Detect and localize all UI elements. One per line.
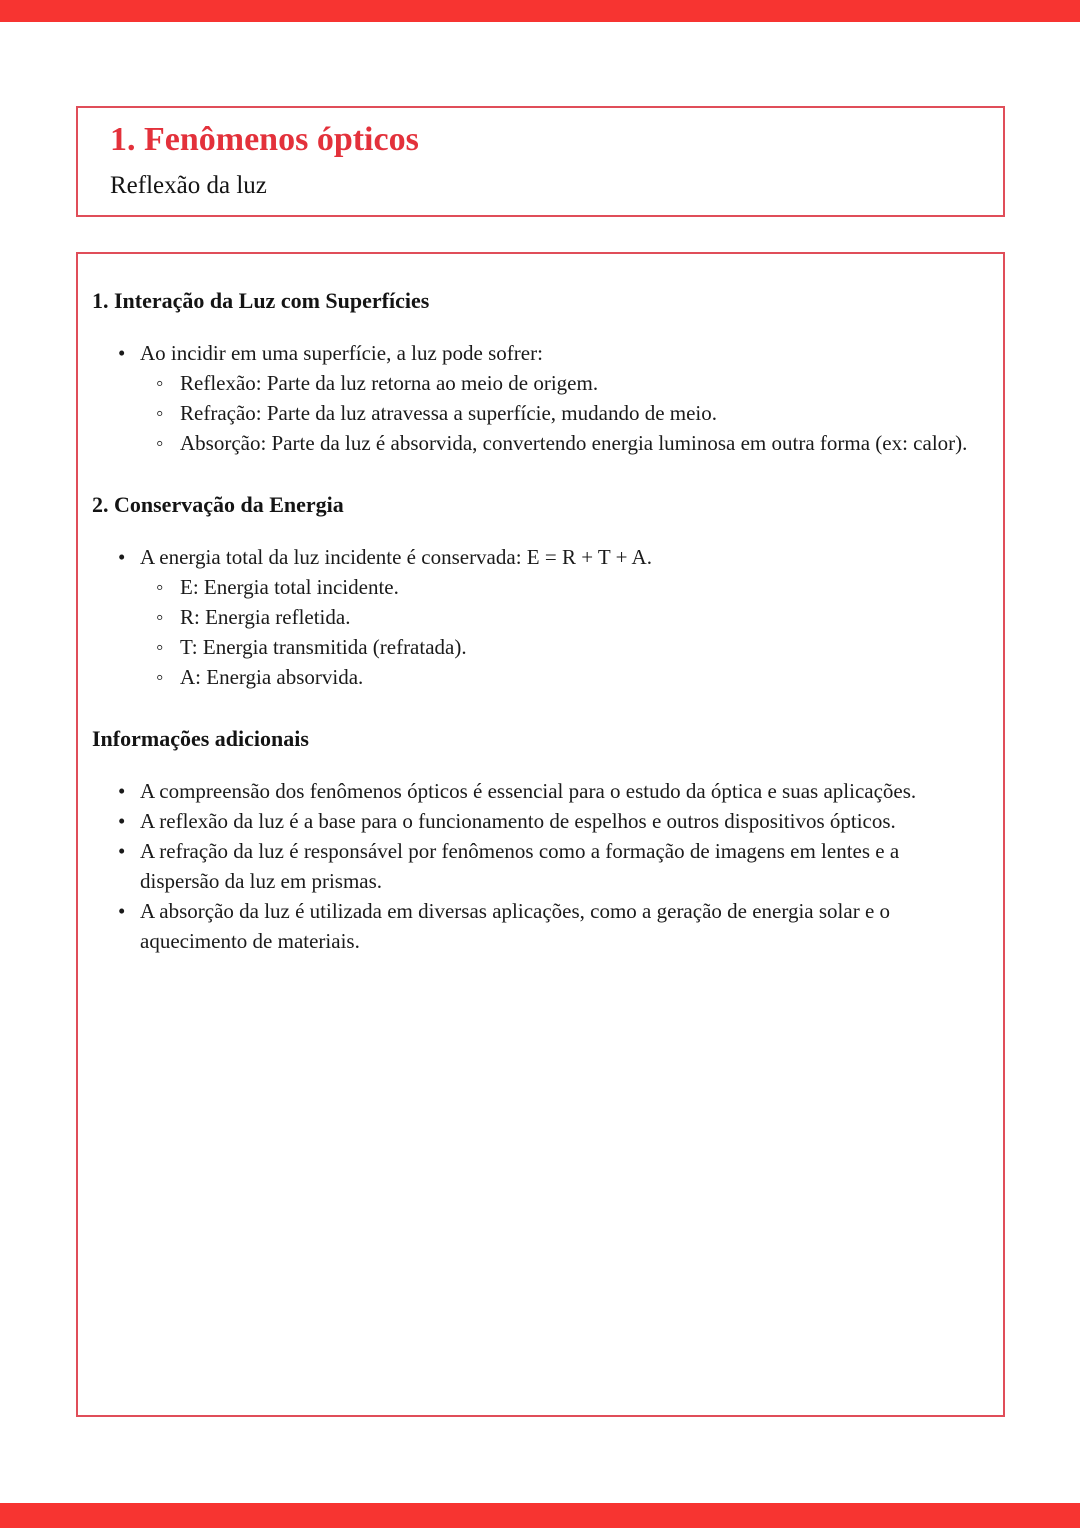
- list-item-text: A refração da luz é responsável por fenômenos como a formação de imagens em lentes e a dispersão da luz em prismas.: [140, 839, 900, 893]
- list-item-text: A absorção da luz é utilizada em diversas aplicações, como a geração de energia solar e o aquecimento de materiais.: [140, 899, 891, 953]
- list-item: [92, 776, 973, 806]
- sub-list-item: ◦ R: Energia refletida.: [140, 602, 973, 632]
- list-item-text: Ao incidir em uma superfície, a luz pode sofrer:: [140, 341, 543, 365]
- list-item-text: A energia total da luz incidente é conservada: E = R + T + A.: [140, 545, 652, 569]
- list-item: [92, 896, 973, 956]
- list-item: [92, 836, 973, 896]
- list-item: [92, 806, 973, 836]
- notes-card: [76, 252, 1005, 1417]
- page-title: 1. Fenômenos ópticos: [110, 121, 419, 158]
- bullet-list-3: [92, 776, 973, 956]
- sub-list-item: ◦ Absorção: Parte da luz é absorvida, convertendo energia luminosa em outra forma (ex: calor).: [140, 428, 973, 458]
- list-item-text: A compreensão dos fenômenos ópticos é essencial para o estudo da óptica e suas aplicações.: [140, 779, 917, 803]
- list-item: [92, 338, 973, 458]
- sub-list-item: ◦ Reflexão: Parte da luz retorna ao meio de origem.: [140, 368, 973, 398]
- sub-list-item: ◦ Refração: Parte da luz atravessa a superfície, mudando de meio.: [140, 398, 973, 428]
- bullet-list-1: [92, 338, 973, 458]
- section-heading-1: 1. Interação da Luz com Superfícies: [92, 288, 430, 313]
- title-card: [76, 106, 1005, 217]
- bullet-list-2: [92, 542, 973, 692]
- bottom-accent-bar: [0, 1503, 1080, 1528]
- list-item-text: A reflexão da luz é a base para o funcionamento de espelhos e outros dispositivos ópticos.: [140, 809, 896, 833]
- sub-bullet-list: [140, 368, 973, 458]
- sub-bullet-list: [140, 572, 973, 692]
- list-item: [92, 542, 973, 692]
- sub-list-item: ◦ A: Energia absorvida.: [140, 662, 973, 692]
- page-subtitle: Reflexão da luz: [110, 172, 267, 199]
- section-heading-3: Informações adicionais: [92, 726, 309, 751]
- section-heading-2: 2. Conservação da Energia: [92, 492, 344, 517]
- sub-list-item: ◦ T: Energia transmitida (refratada).: [140, 632, 973, 662]
- sub-list-item: ◦ E: Energia total incidente.: [140, 572, 973, 602]
- top-accent-bar: [0, 0, 1080, 22]
